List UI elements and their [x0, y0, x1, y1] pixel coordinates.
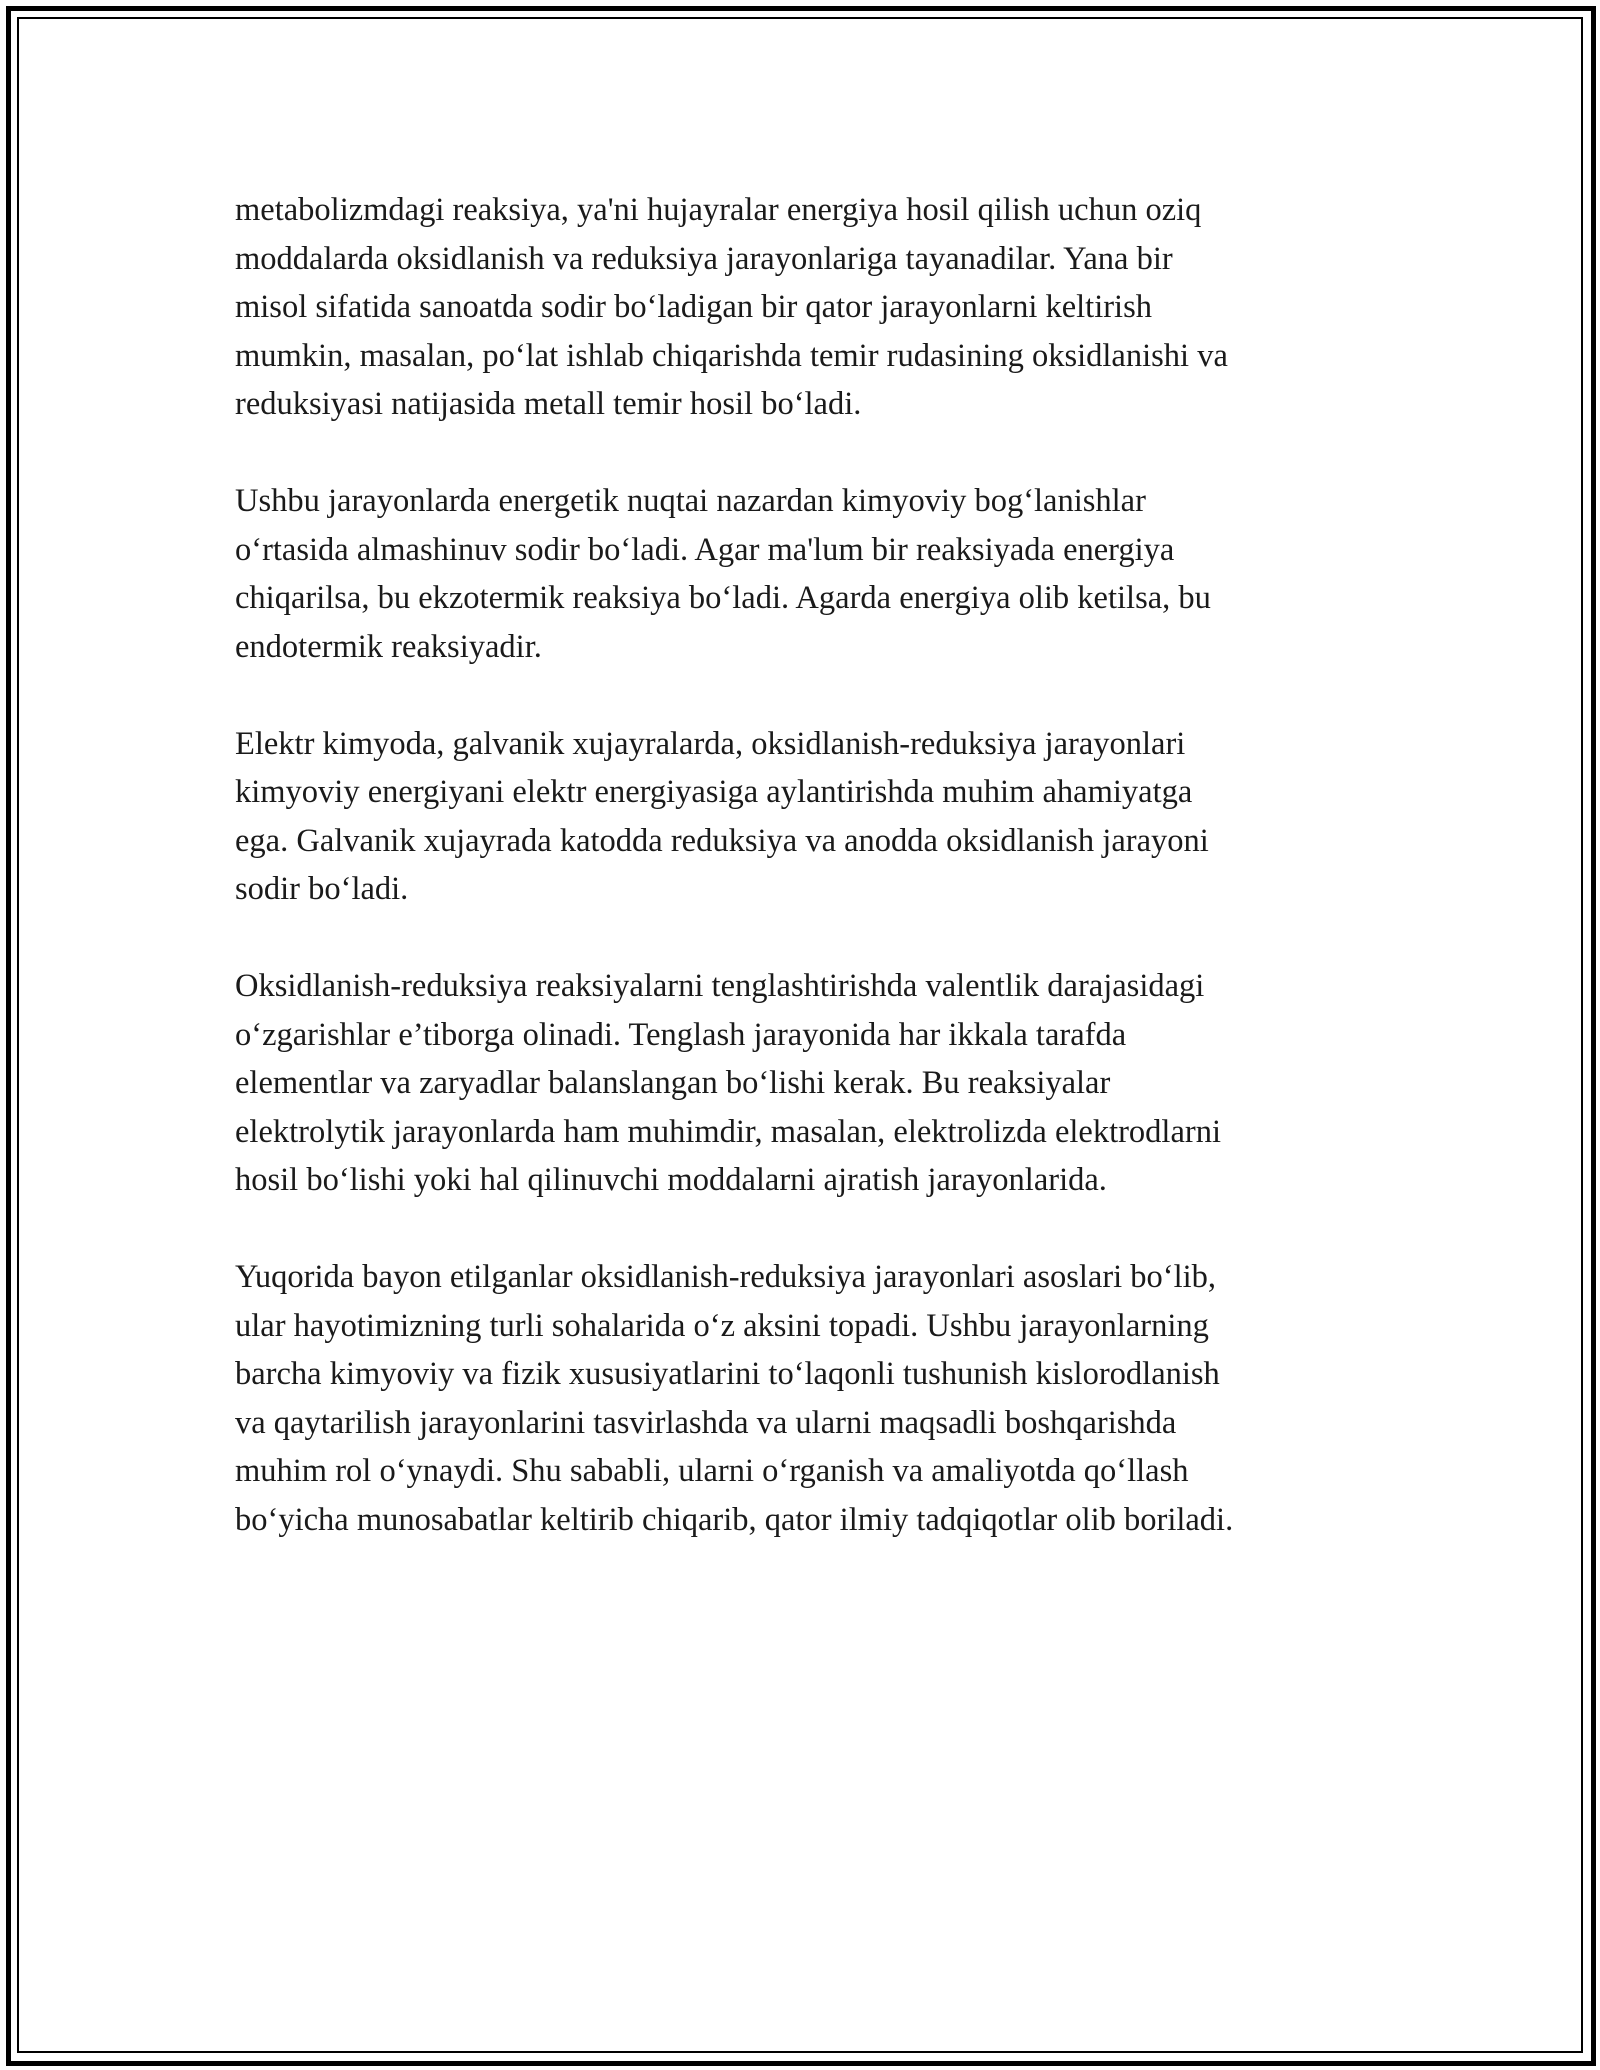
text-line: reduksiyasi natijasida metall temir hosil bo‘ladi. — [235, 386, 862, 422]
text-line: Elektr kimyoda, galvanik xujayralarda, oksidlanish-reduksiya jarayonlari — [235, 725, 1186, 762]
text-line: ular hayotimizning turli sohalarida o‘z aksini topadi. Ushbu jarayonlarning — [235, 1307, 1209, 1344]
text-line: o‘zgarishlar e’tiborga olinadi. Tenglash jarayonida har ikkala tarafda — [235, 1016, 1127, 1053]
text-line: barcha kimyoviy va fizik xususiyatlarini to‘laqonli tushunish kislorodlanish — [235, 1356, 1220, 1392]
text-line: hosil bo‘lishi yoki hal qilinuvchi moddalarni ajratish jarayonlarida. — [235, 1162, 1107, 1198]
paragraph-5 — [235, 1253, 1385, 1544]
text-line: metabolizmdagi reaksiya, ya'ni hujayralar energiya hosil qilish uchun oziq — [235, 192, 1202, 228]
text-line: chiqarilsa, bu ekzotermik reaksiya bo‘ladi. Agarda energiya olib ketilsa, bu — [235, 580, 1211, 616]
text-line: Oksidlanish-reduksiya reaksiyalarni tenglashtirishda valentlik darajasidagi — [235, 968, 1205, 1004]
text-line: ega. Galvanik xujayrada katodda reduksiya va anodda oksidlanish jarayoni — [235, 822, 1209, 859]
text-line: bo‘yicha munosabatlar keltirib chiqarib, qator ilmiy tadqiqotlar olib boriladi. — [235, 1501, 1234, 1538]
paragraph-3 — [235, 720, 1385, 914]
text-line: endotermik reaksiyadir. — [235, 628, 542, 665]
text-line: misol sifatida sanoatda sodir bo‘ladigan bir qator jarayonlarni keltirish — [235, 289, 1152, 325]
text-line: moddalarda oksidlanish va reduksiya jarayonlariga tayanadilar. Yana bir — [235, 240, 1173, 277]
text-line: va qaytarilish jarayonlarini tasvirlashda va ularni maqsadli boshqarishda — [235, 1404, 1177, 1441]
paragraph-4 — [235, 962, 1385, 1205]
document-body — [235, 186, 1385, 1593]
text-line: mumkin, masalan, po‘lat ishlab chiqarishda temir rudasining oksidlanishi va — [235, 337, 1228, 374]
text-line: elektrolytik jarayonlarda ham muhimdir, masalan, elektrolizda elektrodlarni — [235, 1113, 1221, 1150]
text-line: muhim rol o‘ynaydi. Shu sababli, ularni o‘rganish va amaliyotda qo‘llash — [235, 1453, 1189, 1489]
text-line: Ushbu jarayonlarda energetik nuqtai nazardan kimyoviy bog‘lanishlar — [235, 483, 1146, 519]
text-line: Yuqorida bayon etilganlar oksidlanish-reduksiya jarayonlari asoslari bo‘lib, — [235, 1259, 1217, 1295]
text-line: o‘rtasida almashinuv sodir bo‘ladi. Agar ma'lum bir reaksiyada energiya — [235, 531, 1175, 568]
paragraph-2 — [235, 477, 1385, 671]
text-line: elementlar va zaryadlar balanslangan bo‘lishi kerak. Bu reaksiyalar — [235, 1065, 1111, 1101]
text-line: kimyoviy energiyani elektr energiyasiga aylantirishda muhim ahamiyatga — [235, 774, 1193, 810]
text-line: sodir bo‘ladi. — [235, 871, 409, 907]
paragraph-1 — [235, 186, 1385, 429]
